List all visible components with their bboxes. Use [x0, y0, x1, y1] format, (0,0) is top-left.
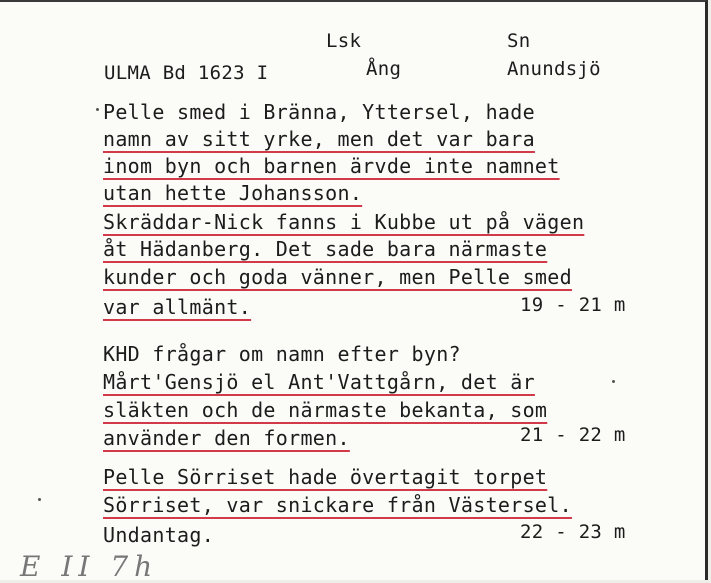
paragraph1-line-6: åt Hädanberg. Det sade bara närmaste [103, 237, 548, 261]
sn-value: Anundsjö [507, 58, 601, 80]
lsk-value: Ång [366, 58, 402, 80]
paragraph3-line-3: Undantag. [103, 523, 215, 547]
paragraph1-page-ref: 19 - 21 m [520, 294, 626, 316]
paragraph1-line-8: var allmänt. [103, 295, 252, 319]
paragraph1-line-3: inom byn och barnen ärvde inte namnet [103, 154, 560, 178]
paragraph2-line-3: släkten och de närmaste bekanta, som [103, 398, 548, 422]
handwritten-archive-mark: E II 7h [20, 550, 159, 583]
archive-reference: ULMA Bd 1623 I [104, 62, 269, 84]
paragraph2-line-4: använder den formen. [103, 426, 350, 450]
paragraph2-line-1: KHD frågar om namn efter byn? [103, 342, 461, 366]
paragraph1-line-7: kunder och goda vänner, men Pelle smed [103, 265, 572, 289]
paragraph1-line-5: Skräddar-Nick fanns i Kubbe ut på vägen [103, 210, 585, 234]
ink-speck [612, 380, 615, 383]
paragraph1-line-4: utan hette Johansson. [103, 181, 363, 205]
paragraph3-line-1: Pelle Sörriset hade övertagit torpet [103, 465, 548, 489]
paragraph1-line-1: Pelle smed i Brännа, Yttersel, hade [103, 100, 535, 124]
sn-label: Sn [507, 30, 531, 52]
ink-speck [96, 108, 99, 111]
paragraph1-line-2: namn av sitt yrke, men det var bara [103, 127, 535, 151]
ink-speck [38, 498, 41, 501]
paragraph3-page-ref: 22 - 23 m [520, 521, 626, 543]
lsk-label: Lsk [326, 30, 362, 52]
paragraph3-line-2: Sörriset, var snickare från Västersel. [103, 493, 572, 517]
paragraph2-page-ref: 21 - 22 m [520, 424, 626, 446]
paragraph2-line-2: Mårt'Gensjö el Ant'Vattgårn, det är [103, 370, 535, 394]
